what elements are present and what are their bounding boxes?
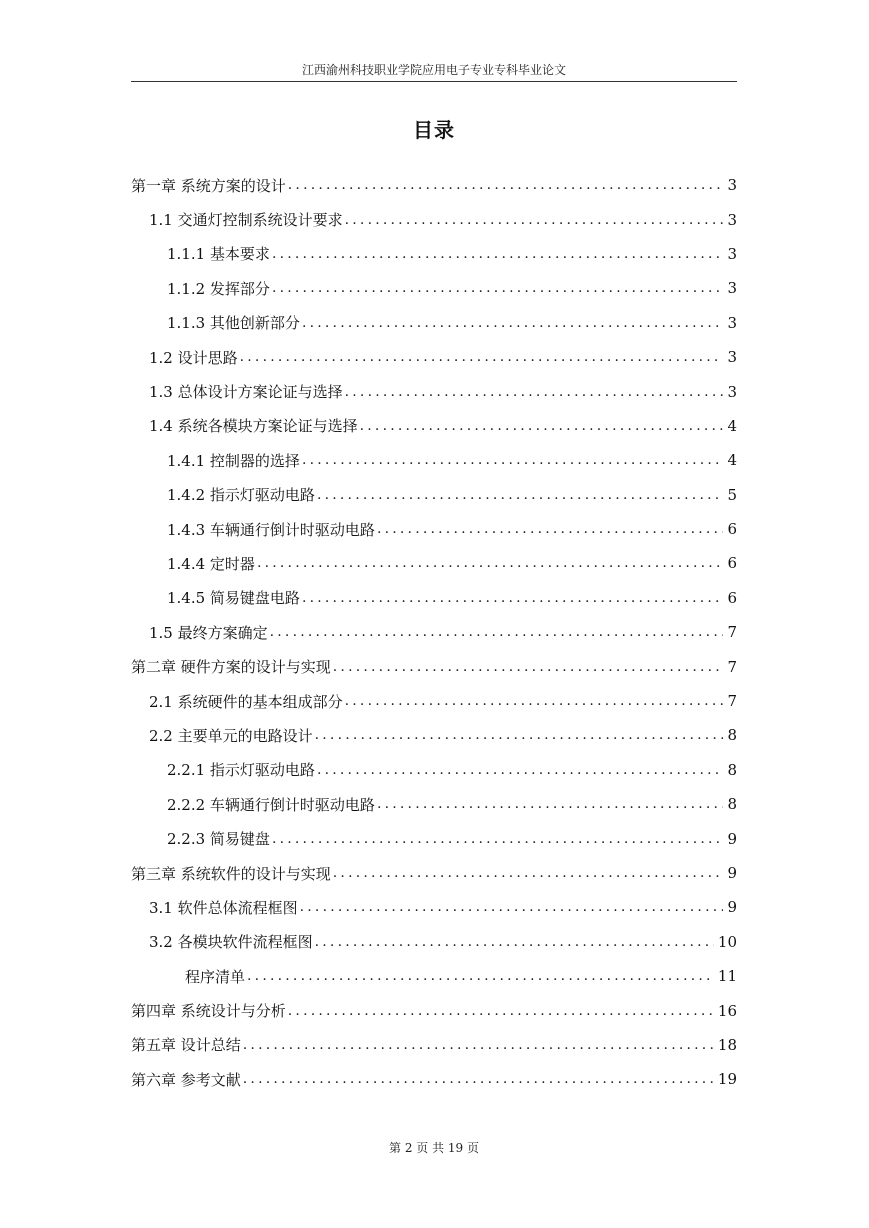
toc-page-number: 4: [727, 416, 737, 435]
toc-dot-leader: [288, 177, 723, 193]
toc-dot-leader: [272, 280, 723, 296]
toc-entry[interactable]: [131, 374, 737, 408]
toc-entry[interactable]: [131, 753, 737, 787]
toc-entry-title: 2.2.2 车辆通行倒计时驱动电路: [167, 795, 375, 814]
toc-page-number: 8: [727, 795, 737, 814]
toc-page-number: 5: [727, 485, 737, 504]
toc-entry[interactable]: [131, 856, 737, 890]
toc-page-number: 6: [727, 554, 737, 573]
toc-dot-leader: [377, 796, 723, 812]
toc-entry-title: 1.4.2 指示灯驱动电路: [167, 486, 315, 505]
toc-dot-leader: [333, 865, 723, 881]
toc-page-number: 19: [717, 1070, 737, 1089]
toc-entry-title: 第二章 硬件方案的设计与实现: [131, 658, 331, 677]
toc-dot-leader: [360, 418, 723, 434]
toc-entry-title: 2.1 系统硬件的基本组成部分: [149, 692, 343, 711]
toc-dot-leader: [317, 762, 723, 778]
toc-entry-title: 1.1.3 其他创新部分: [167, 314, 300, 333]
toc-entry-title: 2.2.1 指示灯驱动电路: [167, 761, 315, 780]
toc-entry[interactable]: [131, 512, 737, 546]
toc-entry-title: 1.4 系统各模块方案论证与选择: [149, 417, 358, 436]
toc-entry[interactable]: [131, 1062, 737, 1096]
toc-page-number: 9: [727, 898, 737, 917]
toc-page-number: 8: [727, 726, 737, 745]
toc-entry[interactable]: [131, 1028, 737, 1062]
toc-entry-title: 1.4.5 简易键盘电路: [167, 589, 300, 608]
toc-entry[interactable]: [131, 306, 737, 340]
toc-dot-leader: [247, 968, 714, 984]
toc-dot-leader: [243, 1071, 714, 1087]
toc-entry-title: 1.1.1 基本要求: [167, 245, 270, 264]
toc-entry[interactable]: [131, 340, 737, 374]
toc-dot-leader: [377, 521, 723, 537]
toc-page-number: 6: [727, 588, 737, 607]
toc-dot-leader: [317, 487, 723, 503]
toc-entry[interactable]: [131, 959, 737, 993]
toc-dot-leader: [257, 555, 723, 571]
toc-dot-leader: [243, 1037, 714, 1053]
toc-entry-title: 1.4.4 定时器: [167, 554, 255, 573]
toc-dot-leader: [272, 831, 723, 847]
toc-page-number: 3: [727, 313, 737, 332]
toc-entry[interactable]: [131, 615, 737, 649]
toc-entry[interactable]: [131, 237, 737, 271]
toc-page-number: 9: [727, 864, 737, 882]
toc-entry[interactable]: [131, 478, 737, 512]
toc-dot-leader: [288, 1003, 714, 1019]
toc-page-number: 16: [717, 1001, 737, 1020]
toc-dot-leader: [315, 934, 714, 950]
toc-page-number: 3: [727, 176, 737, 195]
toc-entry[interactable]: [131, 581, 737, 615]
toc-entry[interactable]: [131, 718, 737, 752]
toc-entry-title: 1.2 设计思路: [149, 348, 238, 367]
toc-dot-leader: [345, 384, 723, 400]
toc-entry-title: 1.1 交通灯控制系统设计要求: [149, 211, 343, 230]
toc-page-number: 9: [727, 829, 737, 848]
toc-entry-title: 3.2 各模块软件流程框图: [149, 933, 313, 952]
toc-page-number: 18: [717, 1035, 737, 1054]
toc-entry[interactable]: [131, 271, 737, 305]
toc-entry-title: 程序清单: [185, 967, 246, 986]
toc-entry-title: 2.2 主要单元的电路设计: [149, 726, 313, 745]
toc-page-number: 7: [727, 623, 737, 642]
toc-entry-title: 1.3 总体设计方案论证与选择: [149, 383, 343, 402]
toc-page-number: 10: [717, 932, 737, 951]
toc-entry-title: 1.1.2 发挥部分: [167, 279, 270, 298]
toc-page-number: 7: [727, 657, 737, 676]
toc-dot-leader: [315, 727, 723, 743]
toc-page-number: 3: [727, 210, 737, 229]
toc-entry-title: 第四章 系统设计与分析: [131, 1002, 286, 1021]
toc-dot-leader: [302, 315, 723, 331]
toc-entry[interactable]: [131, 925, 737, 959]
toc-entry[interactable]: [131, 168, 737, 202]
toc-page-number: 3: [727, 279, 737, 298]
toc-entry[interactable]: [131, 649, 737, 683]
toc-entry[interactable]: [131, 821, 737, 855]
page-footer: 第 2 页 共 19 页: [389, 1141, 479, 1155]
page-title: 目录: [413, 118, 455, 142]
toc-entry[interactable]: [131, 443, 737, 477]
toc-entry[interactable]: [131, 890, 737, 924]
toc-dot-leader: [345, 212, 723, 228]
toc-entry[interactable]: [131, 409, 737, 443]
header-divider: [131, 81, 737, 82]
toc-entry[interactable]: [131, 202, 737, 236]
toc-entry-title: 3.1 软件总体流程框图: [149, 898, 298, 917]
toc-entry-title: 第三章 系统软件的设计与实现: [131, 864, 331, 883]
toc-page-number: 3: [727, 348, 737, 367]
toc-dot-leader: [300, 899, 723, 915]
running-header: 江西渝州科技职业学院应用电子专业专科毕业论文: [301, 63, 566, 77]
toc-entry-title: 第五章 设计总结: [131, 1036, 241, 1055]
toc-dot-leader: [333, 659, 723, 675]
toc-dot-leader: [240, 349, 723, 365]
toc-entry[interactable]: [131, 684, 737, 718]
toc-entry[interactable]: [131, 787, 737, 821]
toc-page-number: 3: [727, 244, 737, 263]
toc-page-number: 11: [717, 967, 737, 986]
toc-entry-title: 第一章 系统方案的设计: [131, 176, 286, 195]
table-of-contents: [131, 168, 737, 1097]
toc-entry-title: 1.4.1 控制器的选择: [167, 451, 300, 470]
toc-dot-leader: [302, 590, 723, 606]
toc-dot-leader: [270, 624, 723, 640]
toc-entry[interactable]: [131, 546, 737, 580]
toc-entry[interactable]: [131, 993, 737, 1027]
toc-dot-leader: [302, 452, 723, 468]
toc-page-number: 8: [727, 760, 737, 779]
toc-dot-leader: [345, 693, 723, 709]
toc-page-number: 7: [727, 692, 737, 711]
toc-page-number: 3: [727, 382, 737, 401]
toc-entry-title: 2.2.3 简易键盘: [167, 830, 270, 849]
toc-page-number: 4: [727, 451, 737, 470]
toc-entry-title: 第六章 参考文献: [131, 1070, 241, 1089]
toc-entry-title: 1.5 最终方案确定: [149, 623, 268, 642]
toc-page-number: 6: [727, 520, 737, 539]
toc-entry-title: 1.4.3 车辆通行倒计时驱动电路: [167, 520, 375, 539]
toc-dot-leader: [272, 246, 723, 262]
